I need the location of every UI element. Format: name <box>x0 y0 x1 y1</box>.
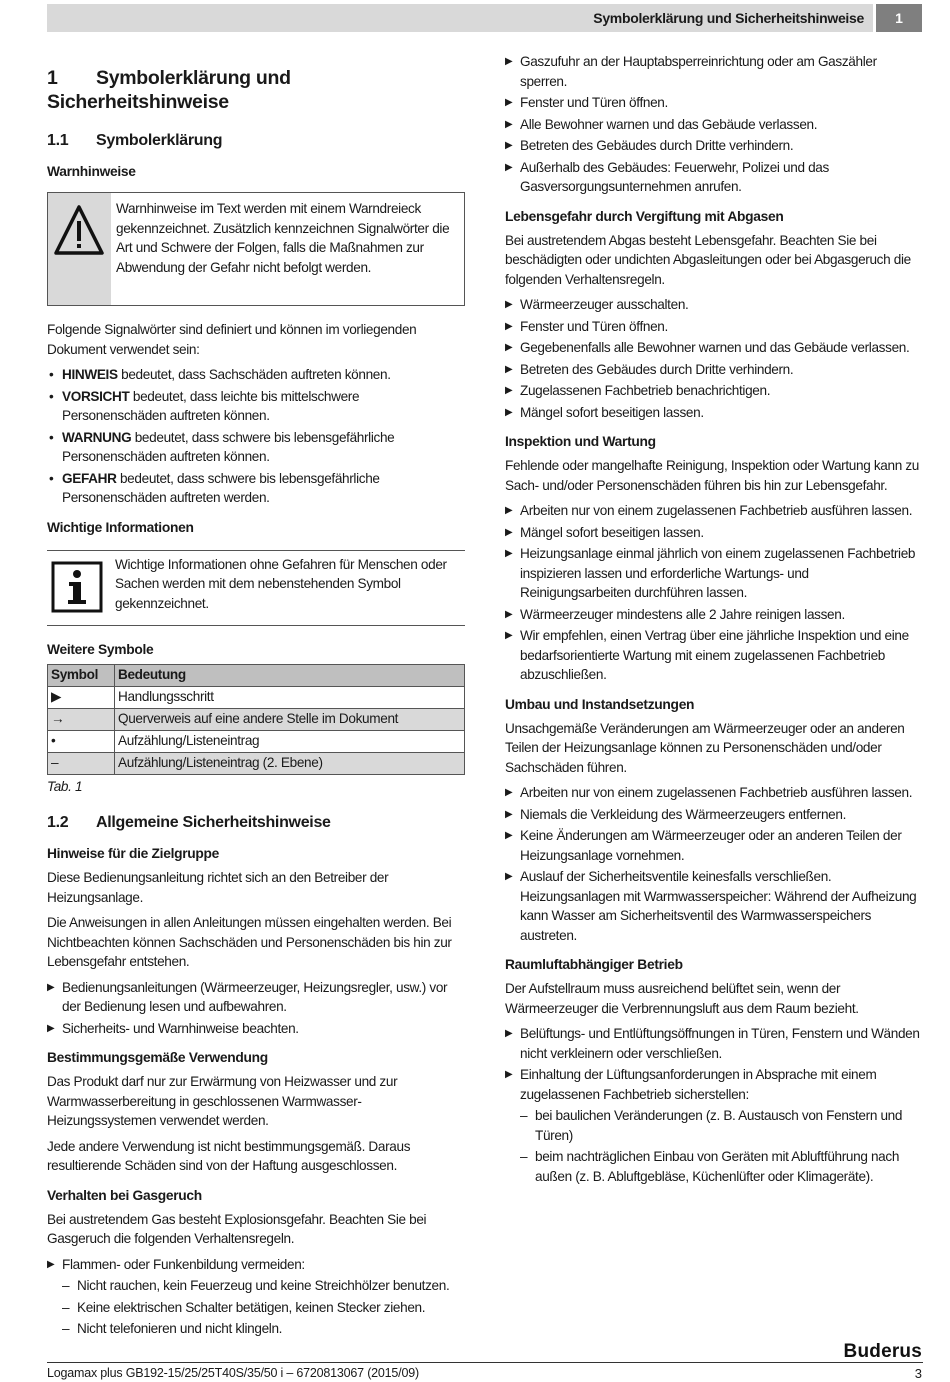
list-item: ▶ Bedienungsanleitungen (Wärmeerzeuger, Heizungsregler, usw.) vor der Bedienung lesen und aufbewahren. <box>47 978 465 1017</box>
list-item: • WARNUNG bedeutet, dass schwere bis lebensgefährliche Personenschäden auftreten können. <box>47 428 465 467</box>
info-heading: Wichtige Informationen <box>47 519 194 535</box>
paragraph: Unsachgemäße Veränderungen am Wärmeerzeuger oder an anderen Teilen der Heizungsanlage können zu Personenschäden und/oder Sachschäden führen. <box>505 720 905 775</box>
table-cell-symbol: ▶ <box>48 686 115 708</box>
list-item: ▶ Gaszufuhr an der Hauptabsperreinrichtung oder am Gaszähler sperren. <box>505 52 923 91</box>
weitere-symbole-heading: Weitere Symbole <box>47 641 154 657</box>
chapter-heading: 1 Symbolerklärung und Sicherheitshinweise <box>47 67 291 113</box>
gasgeruch-steps-continued <box>505 52 923 197</box>
list-item: • VORSICHT bedeutet, dass leichte bis mittelschwere Personenschäden auftreten können. <box>47 387 465 426</box>
list-item: ▶ Alle Bewohner warnen und das Gebäude verlassen. <box>505 115 923 135</box>
page-number: 3 <box>914 1366 922 1381</box>
list-item: ▶ Mängel sofort beseitigen lassen. <box>505 403 923 423</box>
table-row <box>48 752 465 774</box>
list-item: ▶ Arbeiten nur von einem zugelassenen Fachbetrieb ausführen lassen. <box>505 783 923 803</box>
list-item: ▶ Arbeiten nur von einem zugelassenen Fachbetrieb ausführen lassen. <box>505 501 923 521</box>
signal-words-list <box>47 365 465 508</box>
table-cell-meaning: Aufzählung/Listeneintrag <box>115 730 465 752</box>
paragraph: Diese Bedienungsanleitung richtet sich an den Betreiber der Heizungsanlage. <box>47 870 389 905</box>
section-heading-1-2: 1.2 Allgemeine Sicherheitshinweise <box>47 814 331 831</box>
list-item: ▶ Fenster und Türen öffnen. <box>505 93 923 113</box>
list-item: ▶ Belüftungs- und Entlüftungsöffnungen in Türen, Fenstern und Wänden nicht verkleinern oder verschließen. <box>505 1024 923 1063</box>
list-item: – beim nachträglichen Einbau von Geräten mit Abluftführung nach außen (z. B. Abluftgebläse, Küchenlüfter oder Klimageräte). <box>505 1147 923 1186</box>
footer-divider <box>47 1362 923 1363</box>
gasgeruch-steps <box>47 1255 465 1339</box>
table-cell-symbol: → <box>48 708 115 730</box>
gasgeruch-heading: Verhalten bei Gasgeruch <box>47 1187 202 1203</box>
table-cell-symbol: • <box>48 730 115 752</box>
right-column <box>505 52 923 1188</box>
running-header-title: Symbolerklärung und Sicherheitshinweise <box>593 10 864 26</box>
list-item: ▶ Gegebenenfalls alle Bewohner warnen und das Gebäude verlassen. <box>505 338 923 358</box>
zielgruppe-steps <box>47 978 465 1039</box>
list-item: ▶ Heizungsanlage einmal jährlich von einem zugelassenen Fachbetrieb inspizieren lassen und erforderliche Wartungs- und Reinigungsarbeiten durchführen lassen. <box>505 544 923 603</box>
wartung-heading: Inspektion und Wartung <box>505 434 656 449</box>
list-item: ▶ Zugelassenen Fachbetrieb benachrichtigen. <box>505 381 923 401</box>
table-header-row <box>48 664 465 686</box>
warning-box <box>47 192 465 306</box>
raumluft-steps <box>505 1024 923 1186</box>
list-item: • GEFAHR bedeutet, dass schwere bis lebensgefährliche Personenschäden auftreten werden. <box>47 469 465 508</box>
list-item: ▶ Außerhalb des Gebäudes: Feuerwehr, Polizei und das Gasversorgungsunternehmen anrufen. <box>505 158 923 197</box>
list-item: ▶ Niemals die Verkleidung des Wärmeerzeugers entfernen. <box>505 805 923 825</box>
list-item: ▶ Wärmeerzeuger ausschalten. <box>505 295 923 315</box>
column-header-meaning: Bedeutung <box>115 664 465 686</box>
paragraph: Jede andere Verwendung ist nicht bestimmungsgemäß. Daraus resultierende Schäden sind von der Haftung ausgeschlossen. <box>47 1138 411 1173</box>
list-item: – Nicht telefonieren und nicht klingeln. <box>47 1319 465 1339</box>
list-item: – Nicht rauchen, kein Feuerzeug und keine Streichhölzer benutzen. <box>47 1276 465 1296</box>
paragraph: Bei austretendem Gas besteht Explosionsgefahr. Beachten Sie bei Gasgeruch die folgenden Verhaltensregeln. <box>47 1211 427 1246</box>
list-item: ▶ Fenster und Türen öffnen. <box>505 317 923 337</box>
signal-words-intro: Folgende Signalwörter sind definiert und können im vorliegenden Dokument verwendet sein: <box>47 322 417 357</box>
list-item: ▶ Flammen- oder Funkenbildung vermeiden: <box>47 1255 465 1275</box>
abgas-heading: Lebensgefahr durch Vergiftung mit Abgasen <box>505 208 784 224</box>
list-item: ▶ Wir empfehlen, einen Vertrag über eine jährliche Inspektion und eine bedarfsorientierte Wartung mit einem zugelassenen Fachbetrieb abzuschließen. <box>505 626 923 685</box>
warning-triangle-icon <box>48 193 111 305</box>
table-cell-meaning: Handlungsschritt <box>115 686 465 708</box>
zielgruppe-heading: Hinweise für die Zielgruppe <box>47 846 220 861</box>
paragraph: Bei austretendem Abgas besteht Lebensgefahr. Beachten Sie bei beschädigten oder undichten Abgasleitungen oder bei Abgasgeruch die folgenden Verhaltensregeln. <box>505 232 911 287</box>
table-cell-meaning: Aufzählung/Listeneintrag (2. Ebene) <box>115 752 465 774</box>
paragraph: Die Anweisungen in allen Anleitungen müssen eingehalten werden. Bei Nichtbeachten können Sachschäden und Personenschäden bis hin zur Lebensgefahr entstehen. <box>47 915 452 969</box>
warning-box-text: Warnhinweise im Text werden mit einem Warndreieck gekennzeichnet. Zusätzlich kennzeichnen Signalwörter die Art und Schwere der Folgen, falls die Maßnahmen zur Abwendung der Gefahr nicht befolgt werden. <box>116 201 450 275</box>
list-item: ▶ Keine Änderungen am Wärmeerzeuger oder an anderen Teilen der Heizungsanlage vornehmen. <box>505 826 923 865</box>
symbols-table <box>47 664 465 775</box>
info-box <box>47 550 465 626</box>
list-item: – bei baulichen Veränderungen (z. B. Austausch von Fenstern und Türen) <box>505 1106 923 1145</box>
table-row <box>48 708 465 730</box>
list-item: • HINWEIS bedeutet, dass Sachschäden auftreten können. <box>47 365 465 385</box>
wartung-steps <box>505 501 923 685</box>
list-item: ▶ Sicherheits- und Warnhinweise beachten. <box>47 1019 465 1039</box>
bestimmung-heading: Bestimmungsgemäße Verwendung <box>47 1050 268 1065</box>
abgas-steps <box>505 295 923 422</box>
table-row <box>48 730 465 752</box>
table-row <box>48 686 465 708</box>
list-item: ▶ Mängel sofort beseitigen lassen. <box>505 523 923 543</box>
table-caption: Tab. 1 <box>47 778 83 794</box>
section-heading-1-1: 1.1 Symbolerklärung <box>47 132 223 149</box>
warnhinweise-heading: Warnhinweise <box>47 164 136 179</box>
list-item: – Keine elektrischen Schalter betätigen, keinen Stecker ziehen. <box>47 1298 465 1318</box>
table-cell-symbol: – <box>48 752 115 774</box>
buderus-logo: Buderus <box>843 1341 922 1362</box>
umbau-heading: Umbau und Instandsetzungen <box>505 696 695 712</box>
list-item: ▶ Einhaltung der Lüftungsanforderungen in Absprache mit einem zugelassenen Fachbetrieb sicherstellen: <box>505 1065 923 1104</box>
raumluft-heading: Raumluftabhängiger Betrieb <box>505 957 683 972</box>
list-item: ▶ Betreten des Gebäudes durch Dritte verhindern. <box>505 360 923 380</box>
info-box-text: Wichtige Informationen ohne Gefahren für Menschen oder Sachen werden mit dem nebenstehenden Symbol gekennzeichnet. <box>115 556 447 611</box>
paragraph: Das Produkt darf nur zur Erwärmung von Heizwasser und zur Warmwasserbereitung in geschlossenen Warmwasser-Heizungssystemen verwendet werden. <box>47 1074 398 1128</box>
info-icon <box>51 561 103 613</box>
paragraph: Der Aufstellraum muss ausreichend belüftet sein, wenn der Wärmeerzeuger die Verbrennungsluft aus dem Raum bezieht. <box>505 981 859 1016</box>
footer-document-id: Logamax plus GB192-15/25/25T40S/35/50 i – 6720813067 (2015/09) <box>47 1366 419 1380</box>
chapter-number-badge: 1 <box>876 4 922 32</box>
table-cell-meaning: Querverweis auf eine andere Stelle im Dokument <box>115 708 465 730</box>
umbau-steps <box>505 783 923 945</box>
list-item: ▶ Betreten des Gebäudes durch Dritte verhindern. <box>505 136 923 156</box>
list-item: ▶ Auslauf der Sicherheitsventile keinesfalls verschließen. Heizungsanlagen mit Warmwasserspeicher: Während der Aufheizung kann Wasser am Sicherheitsventil des Warmwasserspeichers austreten. <box>505 867 923 945</box>
left-column <box>47 52 465 1341</box>
paragraph: Fehlende oder mangelhafte Reinigung, Inspektion oder Wartung kann zu Sach- und/oder Personenschäden führen bis hin zur Lebensgefahr. <box>505 458 920 493</box>
column-header-symbol: Symbol <box>48 664 115 686</box>
list-item: ▶ Wärmeerzeuger mindestens alle 2 Jahre reinigen lassen. <box>505 605 923 625</box>
